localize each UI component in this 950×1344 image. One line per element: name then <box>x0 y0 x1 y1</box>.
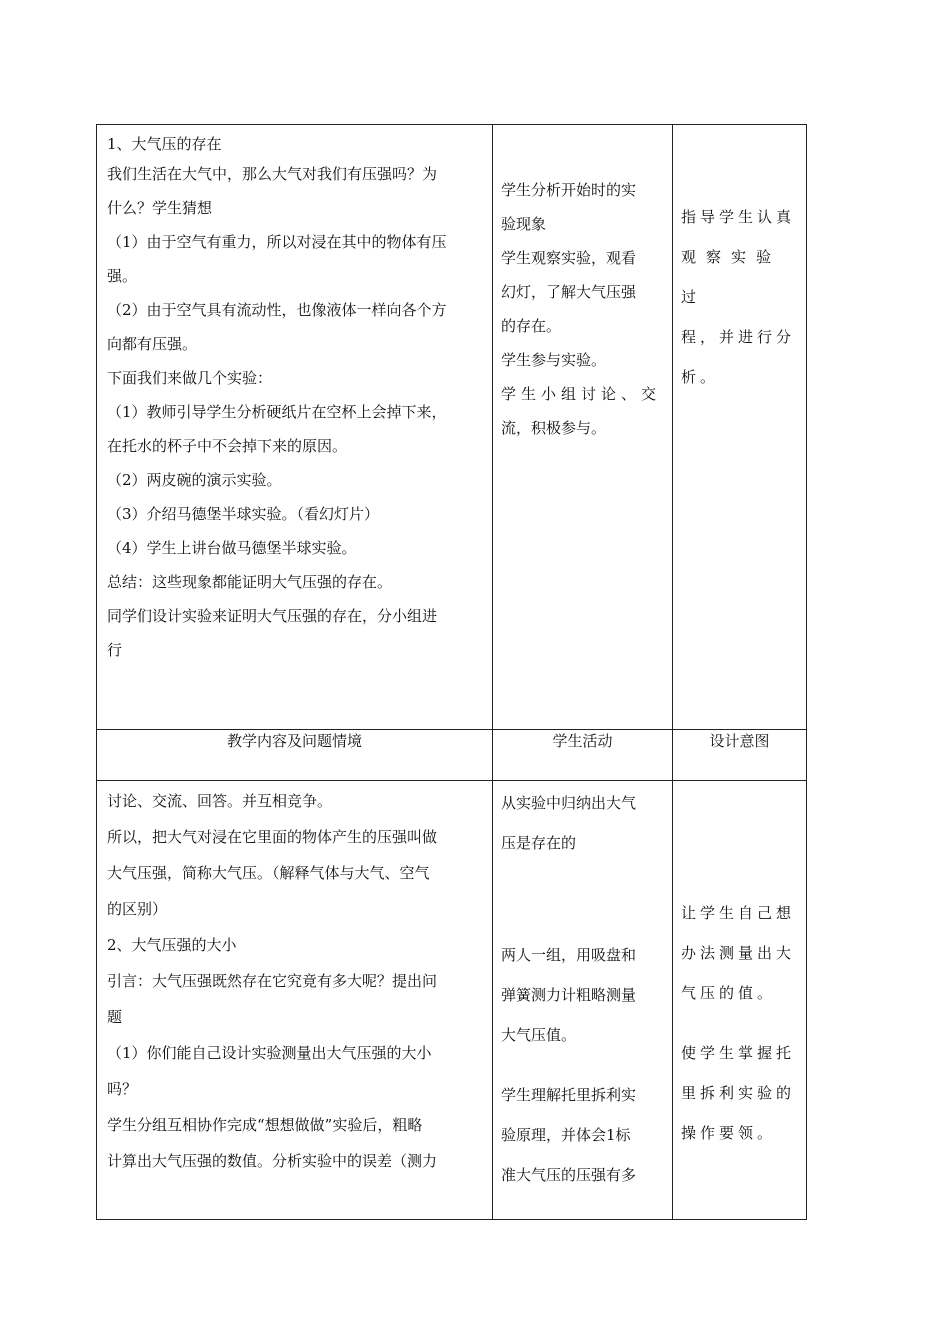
text-line: 学生观察实验，观看 <box>501 249 637 267</box>
lesson-plan-table <box>96 124 807 1220</box>
text-line: 指导学生认真 <box>681 208 796 226</box>
table-row <box>97 125 807 730</box>
text-line: 同学们设计实验来证明大气压强的存在，分小组进 <box>107 607 438 625</box>
text-line: 什么？学生猜想 <box>107 199 213 217</box>
text-line: 下面我们来做几个实验： <box>107 369 273 387</box>
text-line: 析。 <box>681 368 720 386</box>
text-line: 幻灯，了解大气压强 <box>501 283 637 301</box>
text-line: 让学生自己想 <box>681 904 796 922</box>
text-line: 准大气压的压强有多 <box>501 1166 637 1184</box>
text-line: 强。 <box>107 267 138 285</box>
text-line: 气压的值。 <box>681 984 777 1002</box>
text-line: 行 <box>107 641 123 659</box>
text-line: 使学生掌握托 <box>681 1044 796 1062</box>
section-heading: 1、大气压的存在 <box>107 135 222 153</box>
text-line: 从实验中归纳出大气 <box>501 794 637 812</box>
text-line: 程，并进行分 <box>681 328 796 346</box>
text-line: 大气压强，简称大气压。（解释气体与大气、空气 <box>107 864 430 882</box>
text-line: 验现象 <box>501 215 547 233</box>
text-line: 计算出大气压强的数值。分析实验中的误差（测力 <box>107 1152 438 1170</box>
text-line: 学生参与实验。 <box>501 351 607 369</box>
text-line: 学生小组讨论、交 <box>501 385 662 403</box>
design-intent-cell <box>673 125 807 730</box>
teaching-content-cell <box>97 781 493 1220</box>
section-heading: 2、大气压强的大小 <box>107 936 237 954</box>
column-header: 教学内容及问题情境 <box>97 730 493 781</box>
text-line: 里拆利实验的 <box>681 1084 796 1102</box>
text-line: （4）学生上讲台做马德堡半球实验。 <box>107 539 357 557</box>
text-line: 题 <box>107 1008 123 1026</box>
teaching-content-cell <box>97 125 493 730</box>
text-line: 总结：这些现象都能证明大气压强的存在。 <box>107 573 393 591</box>
text-line: 的区别） <box>107 900 168 918</box>
text-line: 学生理解托里拆利实 <box>501 1086 637 1104</box>
text-line: 向都有压强。 <box>107 335 198 353</box>
text-line: 在托水的杯子中不会掉下来的原因。 <box>107 437 348 455</box>
student-activity-cell <box>493 125 673 730</box>
text-line: 学生分析开始时的实 <box>501 181 637 199</box>
text-line: （1）由于空气有重力，所以对浸在其中的物体有压 <box>107 233 447 251</box>
text-line: 的存在。 <box>501 317 562 335</box>
text-line: 学生分组互相协作完成“想想做做”实验后，粗略 <box>107 1116 423 1134</box>
text-line: 大气压值。 <box>501 1026 577 1044</box>
text-line: 所以，把大气对浸在它里面的物体产生的压强叫做 <box>107 828 438 846</box>
text-line: （1）教师引导学生分析硬纸片在空杯上会掉下来， <box>107 403 447 421</box>
design-intent-cell <box>673 781 807 1220</box>
text-line: （1）你们能自己设计实验测量出大气压强的大小 <box>107 1044 432 1062</box>
text-line: （2）两皮碗的演示实验。 <box>107 471 282 489</box>
text-line: 观察实验过 <box>681 248 782 306</box>
text-line: （3）介绍马德堡半球实验。（看幻灯片） <box>107 505 380 523</box>
student-activity-cell <box>493 781 673 1220</box>
column-header: 设计意图 <box>673 730 807 781</box>
text-line: 操作要领。 <box>681 1124 777 1142</box>
text-line: 引言：大气压强既然存在它究竟有多大呢？提出问 <box>107 972 438 990</box>
text-line: （2）由于空气具有流动性，也像液体一样向各个方 <box>107 301 447 319</box>
text-line: 办法测量出大 <box>681 944 796 962</box>
text-line: 讨论、交流、回答。并互相竞争。 <box>107 792 333 810</box>
text-line: 验原理，并体会1标 <box>501 1126 631 1144</box>
column-header: 学生活动 <box>493 730 673 781</box>
table-header-row <box>97 730 807 781</box>
text-line: 吗？ <box>107 1080 138 1098</box>
text-line: 我们生活在大气中，那么大气对我们有压强吗？为 <box>107 165 438 183</box>
text-line: 弹簧测力计粗略测量 <box>501 986 637 1004</box>
text-line: 两人一组，用吸盘和 <box>501 946 637 964</box>
text-line: 压是存在的 <box>501 834 577 852</box>
text-line: 流，积极参与。 <box>501 419 607 437</box>
table-row <box>97 781 807 1220</box>
